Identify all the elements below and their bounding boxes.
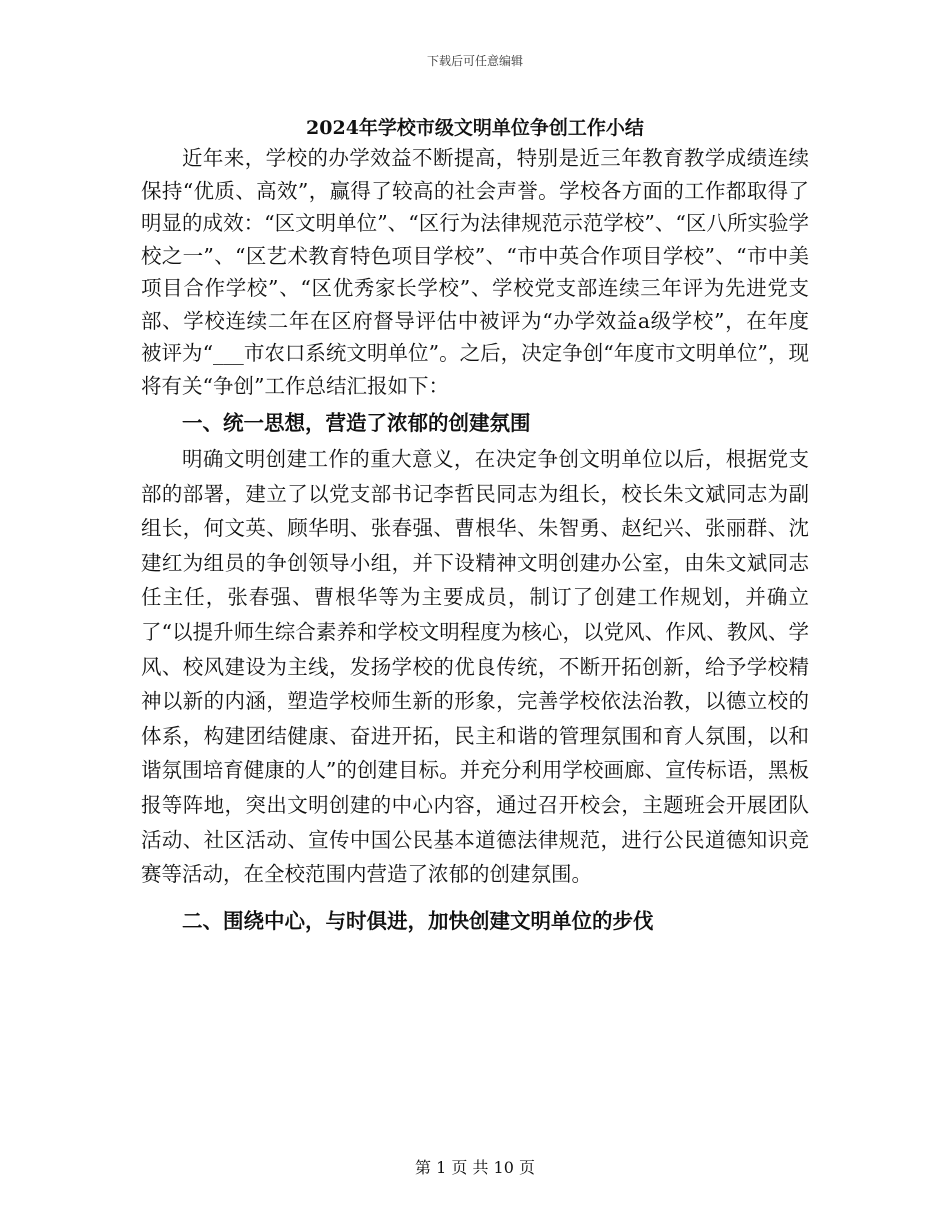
document-body bbox=[141, 142, 809, 938]
section-heading-2: 二、围绕中心，与时俱进，加快创建文明单位的步伐 bbox=[182, 908, 654, 933]
page-indicator: 第 1 页 共 10 页 bbox=[415, 1158, 535, 1177]
section-heading-1: 一、统一思想，营造了浓郁的创建氛围 bbox=[182, 411, 531, 435]
intro-paragraph: 近年来，学校的办学效益不断提高，特别是近三年教育教学成绩连续保持“优质、高效”，赢得了较高的社会声誉。学校各方面的工作都取得了明显的成效：“区文明单位”、“区行为法律规范示范学校”、“区八所实验学校之一”、“区艺术教育特色项目学校”、“市中英合作项目学校”、“市中美项目合作学校”、“区优秀家长学校”、学校党支部连续三年评为先进党支部、学校连续二年在区府督导评估中被评为“办学效益a级学校”，在年度被评为“___市农口系统文明单位”。之后，决定争创“年度市文明单位”，现将有关“争创”工作总结汇报如下： bbox=[141, 146, 809, 398]
document-title: 2024年学校市级文明单位争创工作小结 bbox=[306, 117, 644, 139]
header-note: 下载后可任意编辑 bbox=[426, 54, 523, 68]
section-1-paragraph: 明确文明创建工作的重大意义，在决定争创文明单位以后，根据党支部的部署，建立了以党支部书记李哲民同志为组长，校长朱文斌同志为副组长，何文英、顾华明、张春强、曹根华、朱智勇、赵纪兴、张丽群、沈建红为组员的争创领导小组，并下设精神文明创建办公室，由朱文斌同志任主任，张春强、曹根华等为主要成员，制订了创建工作规划，并确立了“以提升师生综合素养和学校文明程度为核心，以党风、作风、教风、学风、校风建设为主线，发扬学校的优良传统，不断开拓创新，给予学校精神以新的内涵，塑造学校师生新的形象，完善学校依法治教，以德立校的体系，构建团结健康、奋进开拓，民主和谐的管理氛围和育人氛围，以和谐氛围培育健康的人”的创建目标。并充分利用学校画廊、宣传标语，黑板报等阵地，突出文明创建的中心内容，通过召开校会，主题班会开展团队活动、社区活动、宣传中国公民基本道德法律规范，进行公民道德知识竞赛等活动，在全校范围内营造了浓郁的创建氛围。 bbox=[141, 447, 809, 887]
